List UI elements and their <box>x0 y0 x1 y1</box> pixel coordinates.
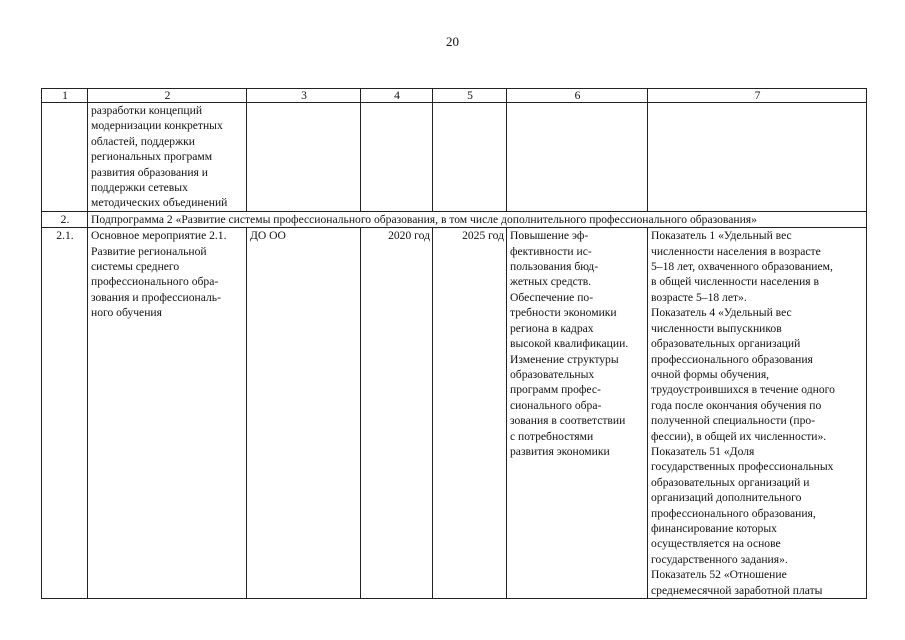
measure-start-year: 2020 год <box>361 228 433 599</box>
cell-line: финансирование которых <box>651 521 777 535</box>
continuation-result-cell <box>507 103 648 212</box>
cell-line: с потребностями <box>510 429 594 443</box>
cell-line: пользования бюд- <box>510 260 599 274</box>
cell-line: 5–18 лет, охваченного образованием, <box>651 260 833 274</box>
subprogram-title: Подпрограмма 2 «Развитие системы профессионального образования, в том числе дополнительного профессионального образования» <box>88 211 867 227</box>
cell-line: профессионального образования <box>651 352 813 366</box>
cell-line: Показатель 51 «Доля <box>651 444 755 458</box>
cell-line: региональных программ <box>91 150 213 164</box>
cell-line: фессии), в общей их численности». <box>651 429 827 443</box>
header-col-2: 2 <box>88 89 247 103</box>
table-row-subprogram <box>42 211 867 227</box>
continuation-description-cell <box>88 103 247 212</box>
cell-line: методических объединений <box>91 196 228 210</box>
cell-line: фективности ис- <box>510 244 592 258</box>
cell-line: развития образования и <box>91 165 208 179</box>
cell-line: осуществляется на основе <box>651 537 781 551</box>
cell-line: численности выпускников <box>651 321 782 335</box>
cell-line: зования в соответствии <box>510 414 626 428</box>
cell-line: организаций дополнительного <box>651 491 802 505</box>
cell-line: системы среднего <box>91 260 180 274</box>
cell-line: сионального обра- <box>510 398 602 412</box>
measure-expected-result <box>507 228 648 599</box>
cell-line: областей, поддержки <box>91 134 195 148</box>
cell-line: региона в кадрах <box>510 321 594 335</box>
cell-line: программ профес- <box>510 383 601 397</box>
measure-end-year: 2025 год <box>433 228 507 599</box>
cell-line: года после окончания обучения по <box>651 398 822 412</box>
cell-line: зования и профессиональ- <box>91 290 221 304</box>
cell-line: Развитие региональной <box>91 244 207 258</box>
cell-line: Показатель 1 «Удельный вес <box>651 229 792 243</box>
continuation-end-cell <box>433 103 507 212</box>
cell-line: образовательных организаций и <box>651 475 810 489</box>
cell-line: требности экономики <box>510 306 617 320</box>
cell-line: разработки концепций <box>91 104 203 117</box>
cell-line: образовательных организаций <box>651 337 801 351</box>
table-row-measure <box>42 228 867 599</box>
cell-line: ного обучения <box>91 306 162 320</box>
table-row-continuation <box>42 103 867 212</box>
header-col-5: 5 <box>433 89 507 103</box>
cell-line: среднемесячной заработной платы <box>651 583 823 597</box>
measure-indicators <box>648 228 867 599</box>
cell-line: государственного задания». <box>651 552 788 566</box>
cell-line: поддержки сетевых <box>91 181 188 195</box>
cell-line: жетных средств. <box>510 275 592 289</box>
header-col-1: 1 <box>42 89 88 103</box>
continuation-executor-cell <box>247 103 361 212</box>
measure-executor: ДО ОО <box>247 228 361 599</box>
cell-line: профессионального обра- <box>91 275 219 289</box>
cell-line: государственных профессиональных <box>651 460 834 474</box>
cell-line: Повышение эф- <box>510 229 589 243</box>
cell-line: возрасте 5–18 лет». <box>651 290 747 304</box>
table-header-row <box>42 89 867 103</box>
cell-line: очной формы обучения, <box>651 367 770 381</box>
continuation-start-cell <box>361 103 433 212</box>
header-col-7: 7 <box>648 89 867 103</box>
header-col-3: 3 <box>247 89 361 103</box>
cell-line: полученной специальности (про- <box>651 414 816 428</box>
cell-line: модернизации конкретных <box>91 119 223 133</box>
cell-line: численности населения в возрасте <box>651 244 821 258</box>
measure-number: 2.1. <box>42 228 88 599</box>
program-table <box>41 88 867 599</box>
cell-line: развития экономики <box>510 444 610 458</box>
continuation-number-cell <box>42 103 88 212</box>
header-col-6: 6 <box>507 89 648 103</box>
cell-line: трудоустроившихся в течение одного <box>651 383 835 397</box>
cell-line: профессионального образования, <box>651 506 816 520</box>
cell-line: Изменение структуры <box>510 352 619 366</box>
cell-line: в общей численности населения в <box>651 275 819 289</box>
cell-line: образовательных <box>510 367 595 381</box>
cell-line: Обеспечение по- <box>510 290 594 304</box>
cell-line: Показатель 4 «Удельный вес <box>651 306 792 320</box>
page-number: 20 <box>446 34 459 49</box>
header-col-4: 4 <box>361 89 433 103</box>
cell-line: высокой квалификации. <box>510 337 629 351</box>
measure-description <box>88 228 247 599</box>
subprogram-number: 2. <box>42 211 88 227</box>
cell-line: Показатель 52 «Отношение <box>651 568 787 582</box>
continuation-indicator-cell <box>648 103 867 212</box>
cell-line: Основное мероприятие 2.1. <box>91 229 227 243</box>
